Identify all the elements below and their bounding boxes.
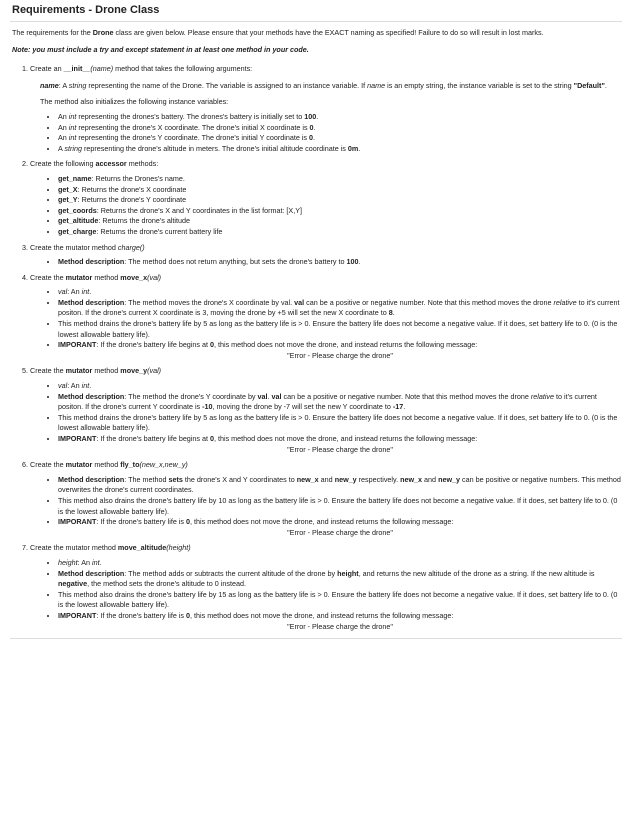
- error-message: "Error - Please charge the drone": [287, 444, 393, 454]
- accessor-list: [30, 174, 622, 238]
- list-item: • IMPORANT: If the drone's battery life is 0, this method does not move the drone, and instead returns the following message: "Error - Please charge the drone": [58, 611, 622, 632]
- requirement-move-x: 4. Create the mutator method move_x(val) • val: An int. • Method description: The method moves the drone's X coordinate by val. val can be a positive or negative number. Note that this method moves the drone relative to it's current positon. If the drone's current X coordinate is 3, moving the drone by +5 will set the new X coordinate to 8. • This method drains the drone's battery life by 5 as long as the battery life is > 0. Ensure the battery life does not become a negative value. If it does, set battery life to 0. (0 is the lowest allowable battery life). • IMPORANT: If the drone's battery life begins at 0, this method does not move the drone, and instead returns the following message: "Error - Please charge the drone": [30, 273, 622, 362]
- list-item: • An int representing the drone's Y coordinate. The drone's initial Y coordinate is 0.: [58, 133, 622, 144]
- list-item: • height: An int.: [58, 558, 622, 569]
- list-item: • Method description: The method the drone's Y coordinate by val. val can be a positive or negative number. Note that this method moves the drone relative to it's current positon. If the drone's current Y coordinate is -10, moving the drone by -7 will set the new Y coordinate to -17.: [58, 392, 622, 413]
- list-item: • get_altitude: Returns the drone's altitude: [58, 216, 622, 227]
- charge-list: [30, 257, 622, 268]
- list-item: • get_coords: Returns the drone's X and Y coordinates in the list format: [X,Y]: [58, 206, 622, 217]
- list-item: • A string representing the drone's altitude in meters. The drone's initial altitude coordinate is 0m.: [58, 144, 622, 155]
- error-message: "Error - Please charge the drone": [287, 621, 393, 631]
- list-item: • An int representing the drones's battery. The drones's battery is initially set to 100.: [58, 112, 622, 123]
- page-title: Requirements - Drone Class: [10, 0, 622, 22]
- list-item: • get_charge: Returns the drone's current battery life: [58, 227, 622, 238]
- init-vars-intro: The method also initializes the following instance variables:: [40, 97, 229, 107]
- list-item: • An int representing the drone's X coordinate. The drone's initial X coordinate is 0.: [58, 123, 622, 134]
- requirement-fly-to: 6. Create the mutator method fly_to(new_x,new_y) • Method description: The method sets the drone's X and Y coordinates to new_x and new_y respectively. new_x and new_y can be positive or negative numbers. This method overwrites the drone's current coordinates. • This method also drains the drone's battery life by 10 as long as the battery life is > 0. Ensure the battery life does not become a negative value. If it does, set battery life to 0. (0 is the lowest allowable battery life). • IMPORANT: If the drone's battery life is 0, this method does not move the drone, and instead returns the following message: "Error - Please charge the drone": [30, 460, 622, 538]
- list-item: • get_Y: Returns the drone's Y coordinate: [58, 195, 622, 206]
- bottom-divider: [10, 638, 622, 639]
- requirement-move-y: 5. Create the mutator method move_y(val) • val: An int. • Method description: The method the drone's Y coordinate by val. val can be a positive or negative number. Note that this method moves the drone relative to it's current positon. If the drone's current Y coordinate is -10, moving the drone by -7 will set the new Y coordinate to -17. • This method drains the drone's battery life by 5 as long as the battery life is > 0. Ensure the battery life does not become a negative value. If it does, set battery life to 0. (0 is the lowest allowable battery life). • IMPORANT: If the drone's battery life begins at 0, this method does not move the drone, and instead returns the following message: "Error - Please charge the drone": [30, 366, 622, 455]
- move-y-list: [30, 381, 622, 455]
- list-item: • This method drains the drone's battery life by 5 as long as the battery life is > 0. Ensure the battery life does not become a negative value. If it does, set battery life to 0. (0 is the lowest allowable battery life).: [58, 413, 622, 434]
- list-item: • get_name: Returns the Drones's name.: [58, 174, 622, 185]
- list-item: • val: An int.: [58, 287, 622, 298]
- fly-to-list: [30, 475, 622, 539]
- requirement-init: 1. Create an __init__(name) method that takes the following arguments: name: A string representing the name of the Drone. The variable is assigned to an instance variable. If name is an empty string, the instance variable is set to the string "Default". The method also initializes the following instance variables: • An int representing the drones's battery. The drones's battery is initially set to 100. • An int representing the drone's X coordinate. The drone's initial X coordinate is 0. • An int representing the drone's Y coordinate. The drone's initial Y coordinate is 0. • A string representing the drone's altitude in meters. The drone's initial altitude coordinate is 0m.: [30, 64, 622, 154]
- list-item: • This method also drains the drone's battery life by 15 as long as the battery life is > 0. Ensure the battery life does not become a negative value. If it does, set battery life to 0. (0 is the lowest allowable battery life).: [58, 590, 622, 611]
- requirement-accessors: 2. Create the following accessor methods: • get_name: Returns the Drones's name. • get_X: Returns the drone's X coordinate • get_Y: Returns the drone's Y coordinate • get_coords: Returns the drone's X and Y coordinates in the list format: [X,Y] • get_altitude: Returns the drone's altitude • get_charge: Returns the drone's current battery life: [30, 159, 622, 237]
- list-item: • get_X: Returns the drone's X coordinate: [58, 185, 622, 196]
- move-altitude-list: [30, 558, 622, 632]
- requirement-charge: 3. Create the mutator method charge() • Method description: The method does not return anything, but sets the drone's battery to 100.: [30, 243, 622, 268]
- error-message: "Error - Please charge the drone": [287, 527, 393, 537]
- list-item: • This method also drains the drone's battery life by 10 as long as the battery life is > 0. Ensure the battery life does not become a negative value. If it does, set battery life to 0. (0 is the lowest allowable battery life).: [58, 496, 622, 517]
- requirements-list: [10, 64, 622, 632]
- list-item: • IMPORANT: If the drone's battery life is 0, this method does not move the drone, and instead returns the following message: "Error - Please charge the drone": [58, 517, 622, 538]
- note-paragraph: Note: you must include a try and except statement in at least one method in your code.: [12, 44, 309, 54]
- list-item: • This method drains the drone's battery life by 5 as long as the battery life is > 0. Ensure the battery life does not become a negative value. If it does, set battery life to 0. (0 is the lowest allowable battery life).: [58, 319, 622, 340]
- intro-paragraph: The requirements for the Drone class are given below. Please ensure that your methods have the EXACT naming as specified! Failure to do so will result in lost marks.: [12, 28, 544, 37]
- requirement-move-altitude: 7. Create the mutator method move_altitude(height) • height: An int. • Method description: The method adds or subtracts the current altitude of the drone by height, and returns the new altitude of the drone as a string. If the new altitude is negative, the method sets the drone's altitude to 0 instead. • This method also drains the drone's battery life by 15 as long as the battery life is > 0. Ensure the battery life does not become a negative value. If it does, set battery life to 0. (0 is the lowest allowable battery life). • IMPORANT: If the drone's battery life is 0, this method does not move the drone, and instead returns the following message: "Error - Please charge the drone": [30, 543, 622, 632]
- init-name-arg: name: A string representing the name of the Drone. The variable is assigned to an instance variable. If name is an empty string, the instance variable is set to the string "Default".: [40, 80, 607, 90]
- list-item: • val: An int.: [58, 381, 622, 392]
- move-x-list: [30, 287, 622, 361]
- list-item: • Method description: The method adds or subtracts the current altitude of the drone by height, and returns the new altitude of the drone as a string. If the new altitude is negative, the method sets the drone's altitude to 0 instead.: [58, 569, 622, 590]
- list-item: • IMPORANT: If the drone's battery life begins at 0, this method does not move the drone, and instead returns the following message: "Error - Please charge the drone": [58, 434, 622, 455]
- init-vars-list: [30, 112, 622, 154]
- error-message: "Error - Please charge the drone": [287, 350, 393, 360]
- list-item: • Method description: The method moves the drone's X coordinate by val. val can be a positive or negative number. Note that this method moves the drone relative to it's current positon. If the drone's current X coordinate is 3, moving the drone by +5 will set the new X coordinate to 8.: [58, 298, 622, 319]
- list-item: • Method description: The method sets the drone's X and Y coordinates to new_x and new_y respectively. new_x and new_y can be positive or negative numbers. This method overwrites the drone's current coordinates.: [58, 475, 622, 496]
- list-item: • Method description: The method does not return anything, but sets the drone's battery to 100.: [58, 257, 622, 268]
- list-item: • IMPORANT: If the drone's battery life begins at 0, this method does not move the drone, and instead returns the following message: "Error - Please charge the drone": [58, 340, 622, 361]
